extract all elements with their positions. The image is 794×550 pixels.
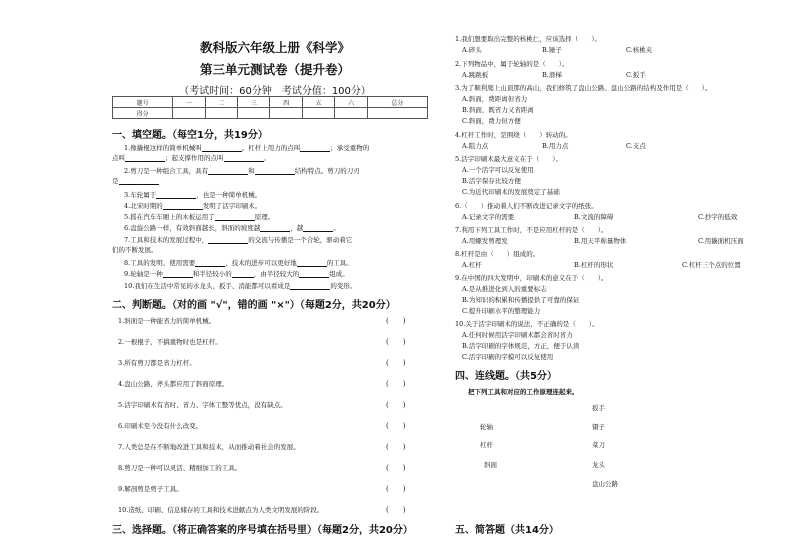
choice-q2: 2.下列物品中，属于轮轴的是（ ）。 xyxy=(455,60,569,68)
score-cell[interactable] xyxy=(335,108,367,119)
choice-q6: 6.（ ）推动着人们不断改进记录文字的纸张。 xyxy=(455,202,598,210)
option[interactable]: B.锤子 xyxy=(542,46,562,54)
exam-info: （考试时间：60分钟 考试分值：100分） xyxy=(179,86,371,97)
answer-blank[interactable] xyxy=(300,144,330,152)
answer-blank[interactable] xyxy=(163,270,193,278)
option[interactable]: C.用撬面机压面 xyxy=(698,237,744,245)
option[interactable]: B.杠杆的形状 xyxy=(574,261,614,269)
answer-blank[interactable] xyxy=(224,154,264,162)
judge-item: 3.所有剪刀都是省力杠杆。 xyxy=(118,359,196,367)
score-cell[interactable] xyxy=(238,108,270,119)
option[interactable]: A.是从推进化到人的重要标志 xyxy=(462,285,547,293)
score-cell: 总分 xyxy=(367,97,427,108)
choice-q1: 1.我们想要取出完整的核桃仁，应该选择（ ）。 xyxy=(455,35,601,43)
fill-q1b: 点叫 ；起支撑作用的点叫 。 xyxy=(112,154,270,162)
choice-q10: 10.关于活字印刷术的说法，不正确的是（ ）。 xyxy=(455,320,599,328)
score-cell[interactable] xyxy=(367,108,427,119)
answer-blank[interactable] xyxy=(202,144,242,152)
score-cell: 五 xyxy=(302,97,334,108)
option[interactable]: B.为知识的积累和传播提供了可靠的保证 xyxy=(462,296,580,304)
score-cell: 一 xyxy=(173,97,205,108)
answer-blank[interactable] xyxy=(208,236,248,244)
section-judge-title: 二、判断题。（对的画 "√"，错的画 "×"）（每题2分，共20分） xyxy=(112,300,396,311)
choice-q5: 5.活字印刷术最大意义在于（ ）。 xyxy=(455,155,562,163)
fill-q7: 7.工具和技术的发展过程中， 的交流与传播是一个合轮，驱动着它 xyxy=(124,236,353,244)
section-choice-title: 三、选择题。（将正确答案的序号填在括号里）（每题2分，共20分） xyxy=(112,525,413,536)
option[interactable]: A.杠杆 xyxy=(462,261,482,269)
score-cell: 题号 xyxy=(113,97,173,108)
fill-q3: 3.车轮属于 ，也是一种简单机械。 xyxy=(124,191,262,199)
answer-blank[interactable] xyxy=(156,191,196,199)
answer-blank[interactable] xyxy=(215,213,255,221)
choice-q8: 8.杠杆是由（ ）组成的。 xyxy=(455,250,540,258)
score-table-header-row xyxy=(113,97,428,108)
exam-title: 教科版六年级上册《科学》 xyxy=(199,40,350,55)
choice-q4: 4.杠杆工作时，是围绕（ ）转动的。 xyxy=(455,131,572,139)
option[interactable]: B.活字保存比较方便 xyxy=(462,177,521,185)
fill-q9: 9.轮轴是一种 和半径较小的 ，由半径较大的 组成。 xyxy=(124,270,349,278)
judge-item: 1.斜面是一种能省力的简单机械。 xyxy=(118,317,216,325)
match-right-item[interactable]: 龙头 xyxy=(592,461,605,469)
answer-paren[interactable]: ( ) xyxy=(386,506,406,514)
answer-blank[interactable] xyxy=(232,270,254,278)
option[interactable]: A.阻力点 xyxy=(462,142,489,150)
judge-item: 10.造纸、印刷、信息储存的工具和技术进献点为人类文明发展的阶段。 xyxy=(118,506,324,514)
option[interactable]: C.扳手 xyxy=(626,71,646,79)
answer-paren[interactable]: ( ) xyxy=(386,338,406,346)
section-fill-title: 一、填空题。（每空1分，共19分） xyxy=(112,130,268,141)
score-cell: 得分 xyxy=(113,108,173,119)
option[interactable]: A.斜面，费距离但省力 xyxy=(462,95,528,103)
exam-subtitle: 第三单元测试卷（提升卷） xyxy=(199,62,350,77)
option[interactable]: C.活字印刷的字模可以反复使用 xyxy=(462,353,554,361)
answer-blank[interactable] xyxy=(260,224,290,232)
judge-item: 5.活字印刷术有省时、省力、字体工整等优点，没有缺点。 xyxy=(118,401,287,409)
answer-blank[interactable] xyxy=(125,154,165,162)
option[interactable]: C.核桃夹 xyxy=(626,46,653,54)
judge-item: 6.印刷术至今没有什么改变。 xyxy=(118,422,203,430)
answer-blank[interactable] xyxy=(208,167,248,175)
answer-blank[interactable] xyxy=(299,270,329,278)
answer-paren[interactable]: ( ) xyxy=(386,401,406,409)
answer-blank[interactable] xyxy=(119,177,159,185)
option[interactable]: B.活字印刷的字体规范，方正，便于认读 xyxy=(462,342,580,350)
fill-q2b: 是 xyxy=(112,176,159,185)
option[interactable]: B.用力点 xyxy=(542,142,569,150)
judge-item: 4.盘山公路、斧头都应用了斜面原理。 xyxy=(118,380,229,388)
answer-paren[interactable]: ( ) xyxy=(386,485,406,493)
option[interactable]: B.滑梯 xyxy=(542,71,562,79)
fill-q6: 6.盘旋公路一样，有效斜面越长，斜面的坡度越 ，越 。 xyxy=(124,224,340,232)
match-right-item[interactable]: 菜刀 xyxy=(592,441,605,449)
option[interactable]: A.用螺发剪理发 xyxy=(462,237,508,245)
match-right-item[interactable]: 盘山公路 xyxy=(592,480,618,488)
answer-blank[interactable] xyxy=(297,259,327,267)
fill-q5: 5.摇在汽车车厢上的木板运用了 原理。 xyxy=(124,213,275,221)
answer-blank[interactable] xyxy=(290,282,330,290)
answer-paren[interactable]: ( ) xyxy=(386,464,406,472)
score-cell[interactable] xyxy=(270,108,302,119)
score-cell[interactable] xyxy=(173,108,205,119)
judge-item: 8.剪刀是一种可以灵活、精细加工的工具。 xyxy=(118,464,242,472)
judge-item: 2.一根棍子，不搞重物时也是杠杆。 xyxy=(118,338,222,346)
answer-paren[interactable]: ( ) xyxy=(386,317,406,325)
score-cell: 四 xyxy=(270,97,302,108)
section-short-answer-title: 五、简答题（共14分） xyxy=(455,525,559,536)
option[interactable]: C.抄字的低效 xyxy=(698,213,738,221)
match-left-item[interactable]: 斜面 xyxy=(484,461,497,469)
option[interactable]: A.记录文字的需要 xyxy=(462,213,515,221)
fill-q1: 1.像撬棍这样的简单机械叫 。杠杆上用力的点叫 ；承受重物的 xyxy=(124,144,370,152)
choice-q3: 3.为了顺利爬上山顶那的高山，我们修筑了盘山公路。盘山公路的结构及作用是（ ）。 xyxy=(455,84,712,92)
option[interactable]: B.斜面，既省力又省距离 xyxy=(462,106,534,114)
fill-q10: 10.我们在生活中常见的水龙头、扳手、消能都可以看成是 的变形。 xyxy=(124,282,357,290)
fill-q2: 2.剪刀是一种组合工具，具有 和 结构特点。剪刀的刀刃 xyxy=(124,167,360,175)
option[interactable]: C.为近代印刷术的发展奠定了基础 xyxy=(462,188,560,196)
option[interactable]: C.提升印刷水平的整理能力 xyxy=(462,307,541,315)
score-cell[interactable] xyxy=(302,108,334,119)
judge-item: 9.解剖剪是剪子工具。 xyxy=(118,485,183,493)
choice-q9: 9.在中国的四大发明中，印刷术的意义在于（ ）。 xyxy=(455,274,608,282)
option[interactable]: A.任何时候用活字印刷术都会省时省力 xyxy=(462,331,573,339)
answer-blank[interactable] xyxy=(195,259,225,267)
answer-blank[interactable] xyxy=(163,202,203,210)
match-instruction: 把下列工具和对应的工作原理连起来。 xyxy=(468,388,579,396)
fill-q4: 4.北宋时期的 发明了活字印刷术。 xyxy=(124,202,262,210)
match-right-item[interactable]: 镊子 xyxy=(592,423,605,431)
score-table-score-row xyxy=(113,108,428,119)
fill-q7b: 们的不断发展。 xyxy=(112,246,158,254)
answer-paren[interactable]: ( ) xyxy=(386,359,406,367)
answer-blank[interactable] xyxy=(255,167,295,175)
score-cell[interactable] xyxy=(205,108,237,119)
score-cell: 三 xyxy=(238,97,270,108)
choice-q7: 7.利用下列工具工作时，不是应用杠杆的是（ ）。 xyxy=(455,226,608,234)
option[interactable]: A.碎头 xyxy=(462,46,482,54)
option[interactable]: B.用天平称量物体 xyxy=(574,237,627,245)
section-match-title: 四、连线题。（共5分） xyxy=(455,371,557,382)
score-cell: 六 xyxy=(335,97,367,108)
answer-paren[interactable]: ( ) xyxy=(386,422,406,430)
fill-q8: 8.工具的发明、使用需要 ，技术的进步可以更好地 的工具。 xyxy=(124,259,353,267)
option[interactable]: C.杠杆三个点的位置 xyxy=(682,261,741,269)
match-left-item[interactable]: 轮轴 xyxy=(480,423,493,431)
option[interactable]: A.一个活字可以反复使用 xyxy=(462,166,534,174)
answer-paren[interactable]: ( ) xyxy=(386,380,406,388)
answer-paren[interactable]: ( ) xyxy=(386,443,406,451)
match-right-item[interactable]: 扳手 xyxy=(592,404,605,412)
option[interactable]: A.跳跳板 xyxy=(462,71,489,79)
judge-item: 7.人类总是在不断地改进工具和技术，从而推动着社会的发展。 xyxy=(118,443,300,451)
match-left-item[interactable]: 杠杆 xyxy=(480,441,493,449)
score-table xyxy=(112,96,428,119)
answer-blank[interactable] xyxy=(303,224,333,232)
score-cell: 二 xyxy=(205,97,237,108)
option[interactable]: C.斜面，费力但方便 xyxy=(462,117,521,125)
option[interactable]: B.文流的障碍 xyxy=(574,213,614,221)
option[interactable]: C.支点 xyxy=(626,142,646,150)
